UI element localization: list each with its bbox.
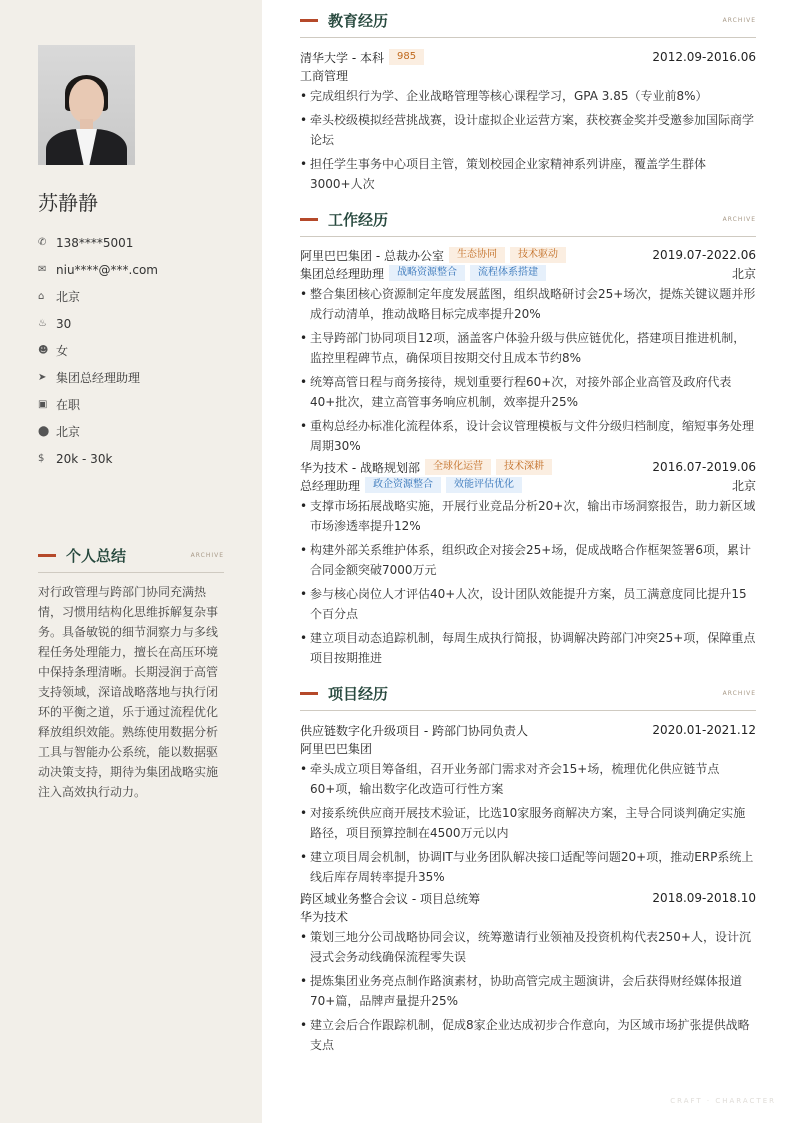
project-dates: 2018.09-2018.10 bbox=[652, 891, 756, 905]
work-entry bbox=[300, 246, 756, 460]
project-org: 阿里巴巴集团 bbox=[300, 741, 373, 756]
info-text: 北京 bbox=[56, 290, 81, 304]
sidebar bbox=[0, 0, 262, 1123]
project-heading bbox=[300, 683, 756, 711]
archive-label: ARCHIVE bbox=[722, 216, 756, 223]
project-bullet: • 牵头成立项目筹备组，召开业务部门需求对齐会15+场，梳理优化供应链节点60+项，输出数字化改造可行性方案 bbox=[300, 759, 756, 799]
company-tag: 技术深耕 bbox=[496, 459, 552, 475]
accent-bar bbox=[38, 554, 56, 557]
project-bullets bbox=[300, 927, 756, 1055]
project-bullet: • 建立项目周会机制，协调IT与业务团队解决接口适配等问题20+项，推动ERP系统上线后库存周转率提升35% bbox=[300, 847, 756, 887]
info-row bbox=[38, 364, 158, 391]
accent-bar bbox=[300, 692, 318, 695]
job-role: 集团总经理助理 bbox=[300, 266, 385, 281]
education-bullet: • 完成组织行为学、企业战略管理等核心课程学习，GPA 3.85（专业前8%） bbox=[300, 86, 756, 106]
skill-tag: 流程体系搭建 bbox=[470, 265, 546, 281]
project-bullet: • 提炼集团业务亮点制作路演素材，协助高管完成主题演讲，会后获得财经媒体报道70+篇，品牌声量提升25% bbox=[300, 971, 756, 1011]
school-badge: 985 bbox=[389, 49, 424, 65]
project-entry bbox=[300, 721, 756, 891]
project-name: 供应链数字化升级项目 - 跨部门协同负责人 bbox=[300, 723, 528, 738]
email-icon: ✉ bbox=[38, 264, 47, 275]
job-role: 总经理助理 bbox=[300, 478, 361, 493]
cake-icon: ♨ bbox=[38, 318, 47, 329]
phone-icon: ✆ bbox=[38, 237, 47, 248]
money-icon: $ bbox=[38, 453, 45, 464]
work-city: 北京 bbox=[731, 266, 756, 281]
project-entry bbox=[300, 889, 756, 1059]
info-row bbox=[38, 445, 158, 472]
education-entry bbox=[300, 48, 756, 198]
home-icon: ⌂ bbox=[38, 291, 45, 302]
watermark: CRAFT · CHARACTER bbox=[670, 1097, 776, 1105]
info-text: 集团总经理助理 bbox=[56, 371, 141, 385]
archive-label: ARCHIVE bbox=[190, 552, 224, 559]
info-row bbox=[38, 229, 158, 256]
info-row bbox=[38, 283, 158, 310]
work-bullet: • 支撑市场拓展战略实施，开展行业竞品分析20+次，输出市场洞察报告，助力新区域市场渗透率提升12% bbox=[300, 496, 756, 536]
work-bullet: • 主导跨部门协同项目12项，涵盖客户体验升级与供应链优化，搭建项目推进机制，监控里程碑节点，确保项目按期交付且成本节约8% bbox=[300, 328, 756, 368]
info-text: 20k - 30k bbox=[56, 451, 113, 466]
info-text: 138****5001 bbox=[56, 235, 134, 250]
info-text: 在职 bbox=[56, 398, 81, 412]
work-title: 工作经历 bbox=[328, 211, 389, 229]
project-bullets bbox=[300, 759, 756, 887]
skill-tag: 战略资源整合 bbox=[389, 265, 465, 281]
project-title: 项目经历 bbox=[328, 685, 389, 703]
project-bullet: • 建立会后合作跟踪机制，促成8家企业达成初步合作意向，为区域市场扩张提供战略支点 bbox=[300, 1015, 756, 1055]
profile-photo bbox=[38, 45, 135, 165]
info-text: niu****@***.com bbox=[56, 262, 158, 277]
summary-title: 个人总结 bbox=[66, 547, 127, 565]
info-text: 北京 bbox=[56, 425, 81, 439]
work-bullet: • 参与核心岗位人才评估40+人次，设计团队效能提升方案，员工满意度同比提升15个百分点 bbox=[300, 584, 756, 624]
company-name: 阿里巴巴集团 - 总裁办公室 bbox=[300, 248, 444, 263]
work-city: 北京 bbox=[731, 478, 756, 493]
info-text: 30 bbox=[56, 316, 72, 331]
education-bullet: • 牵头校级模拟经营挑战赛，设计虚拟企业运营方案，获校赛金奖并受邀参加国际商学论坛 bbox=[300, 110, 756, 150]
summary-text: 对行政管理与跨部门协同充满热情，习惯用结构化思维拆解复杂事务。具备敏锐的细节洞察力与多线程任务处理能力，擅长在高压环境中保持条理清晰。长期浸润于高管支持领域，深谙战略落地与执行闭环的平衡之道，乐于通过流程优化释放组织效能。熟练使用数据分析工具与智能办公系统，能以数据驱动决策支持，期待为集团战略实施注入高效执行动力。 bbox=[38, 585, 219, 799]
education-heading bbox=[300, 10, 756, 38]
work-bullets bbox=[300, 496, 756, 668]
project-org: 华为技术 bbox=[300, 909, 349, 924]
work-bullet: • 整合集团核心资源制定年度发展蓝图，组织战略研讨会25+场次，提炼关键议题并形成行动清单，推动战略目标完成率提升20% bbox=[300, 284, 756, 324]
education-bullet: • 担任学生事务中心项目主管，策划校园企业家精神系列讲座，覆盖学生群体3000+人次 bbox=[300, 154, 756, 194]
info-row bbox=[38, 310, 158, 337]
major: 工商管理 bbox=[300, 68, 349, 83]
work-dates: 2016.07-2019.06 bbox=[652, 460, 756, 474]
work-heading bbox=[300, 209, 756, 237]
project-bullet: • 策划三地分公司战略协同会议，统筹邀请行业领袖及投资机构代表250+人，设计沉浸式会务动线确保流程零失误 bbox=[300, 927, 756, 967]
work-bullet: • 建立项目动态追踪机制，每周生成执行简报，协调解决跨部门冲突25+项，保障重点项目按期推进 bbox=[300, 628, 756, 668]
work-bullets bbox=[300, 284, 756, 456]
work-dates: 2019.07-2022.06 bbox=[652, 248, 756, 262]
briefcase-icon: ▣ bbox=[38, 399, 48, 410]
info-row bbox=[38, 337, 158, 364]
school-name: 清华大学 - 本科 bbox=[300, 50, 384, 65]
work-bullet: • 统筹高管日程与商务接待，规划重要行程60+次，对接外部企业高管及政府代表40+批次，建立高管事务响应机制，效率提升25% bbox=[300, 372, 756, 412]
skill-tag: 效能评估优化 bbox=[446, 477, 522, 493]
work-bullet: • 重构总经办标准化流程体系，设计会议管理模板与文件分级归档制度，缩短事务处理周期30% bbox=[300, 416, 756, 456]
project-dates: 2020.01-2021.12 bbox=[652, 723, 756, 737]
project-bullet: • 对接系统供应商开展技术验证，比选10家服务商解决方案，主导合同谈判确定实施路径，项目预算控制在4500万元以内 bbox=[300, 803, 756, 843]
info-row bbox=[38, 391, 158, 418]
info-row bbox=[38, 256, 158, 283]
work-bullet: • 构建外部关系维护体系，组织政企对接会25+场，促成战略合作框架签署6项，累计合同金额突破7000万元 bbox=[300, 540, 756, 580]
send-icon: ➤ bbox=[38, 372, 47, 383]
info-text: 女 bbox=[56, 344, 69, 358]
project-name: 跨区域业务整合会议 - 项目总统筹 bbox=[300, 891, 480, 906]
education-bullets bbox=[300, 86, 756, 194]
archive-label: ARCHIVE bbox=[722, 690, 756, 697]
accent-bar bbox=[300, 19, 318, 22]
company-name: 华为技术 - 战略规划部 bbox=[300, 460, 420, 475]
company-tag: 技术驱动 bbox=[510, 247, 566, 263]
education-title: 教育经历 bbox=[328, 12, 389, 30]
company-tag: 全球化运营 bbox=[425, 459, 491, 475]
location-pin-icon: ⬤ bbox=[38, 426, 50, 437]
info-row bbox=[38, 418, 158, 445]
personal-info-list bbox=[38, 229, 158, 472]
company-tag: 生态协同 bbox=[449, 247, 505, 263]
candidate-name: 苏静静 bbox=[38, 191, 98, 215]
gender-icon: ☻ bbox=[38, 345, 49, 356]
archive-label: ARCHIVE bbox=[722, 17, 756, 24]
skill-tag: 政企资源整合 bbox=[365, 477, 441, 493]
education-dates: 2012.09-2016.06 bbox=[652, 50, 756, 64]
accent-bar bbox=[300, 218, 318, 221]
work-entry bbox=[300, 458, 756, 672]
summary-heading bbox=[38, 545, 224, 573]
